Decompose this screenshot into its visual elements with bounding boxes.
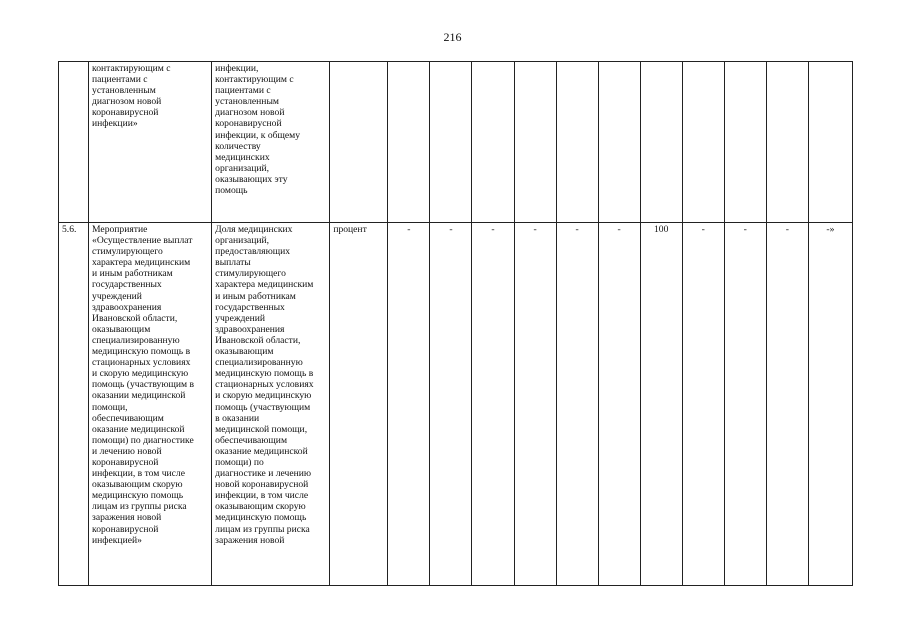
value-cell: - — [724, 223, 766, 586]
value-cell — [766, 62, 808, 223]
value-cell: - — [682, 223, 724, 586]
table-row — [59, 223, 853, 586]
value-cell — [724, 62, 766, 223]
value-cell: - — [514, 223, 556, 586]
value-cell — [640, 62, 682, 223]
value-cell — [556, 62, 598, 223]
indicators-table — [58, 61, 853, 586]
value-cell: - — [556, 223, 598, 586]
event-cell: контактирующим с пациентами с установленным диагнозом новой коронавирусной инфекции» — [89, 62, 212, 223]
value-cell — [472, 62, 514, 223]
row-number-cell: 5.6. — [59, 223, 89, 586]
page-number: 216 — [443, 30, 462, 44]
indicator-cell: Доля медицинских организаций, предоставляющих выплаты стимулирующего характера медицинским и иным работникам государственных учреждений здравоохранения Ивановской области, оказывающим специализированную медицинскую помощь в стационарных условиях и скорую медицинскую помощь (участвующим в оказании медицинской помощи, обеспечивающим оказание медицинской помощи) по диагностике и лечению новой коронавирусной инфекции, в том числе оказывающим скорую медицинскую помощь лицам из группы риска заражения новой — [212, 223, 330, 586]
value-cell: 100 — [640, 223, 682, 586]
value-cell — [808, 62, 852, 223]
value-cell — [388, 62, 430, 223]
value-cell: - — [766, 223, 808, 586]
indicator-cell: инфекции, контактирующим с пациентами с установленным диагнозом новой коронавирусной инфекции, к общему количеству медицинских организаций, оказывающих эту помощь — [212, 62, 330, 223]
row-number-cell — [59, 62, 89, 223]
value-cell: - — [598, 223, 640, 586]
unit-cell — [330, 62, 388, 223]
value-cell — [682, 62, 724, 223]
value-cell: - — [388, 223, 430, 586]
event-cell: Мероприятие «Осуществление выплат стимулирующего характера медицинским и иным работникам государственных учреждений здравоохранения Ивановской области, оказывающим специализированную медицинскую помощь в стационарных условиях и скорую медицинскую помощь (участвующим в оказании медицинской помощи, обеспечивающим оказание медицинской помощи) по диагностике и лечению новой коронавирусной инфекции, в том числе оказывающим скорую медицинскую помощь лицам из группы риска заражения новой коронавирусной инфекцией» — [89, 223, 212, 586]
value-cell: - — [472, 223, 514, 586]
table-row — [59, 62, 853, 223]
value-cell — [514, 62, 556, 223]
value-cell: -» — [808, 223, 852, 586]
value-cell — [598, 62, 640, 223]
value-cell — [430, 62, 472, 223]
unit-cell: процент — [330, 223, 388, 586]
value-cell: - — [430, 223, 472, 586]
